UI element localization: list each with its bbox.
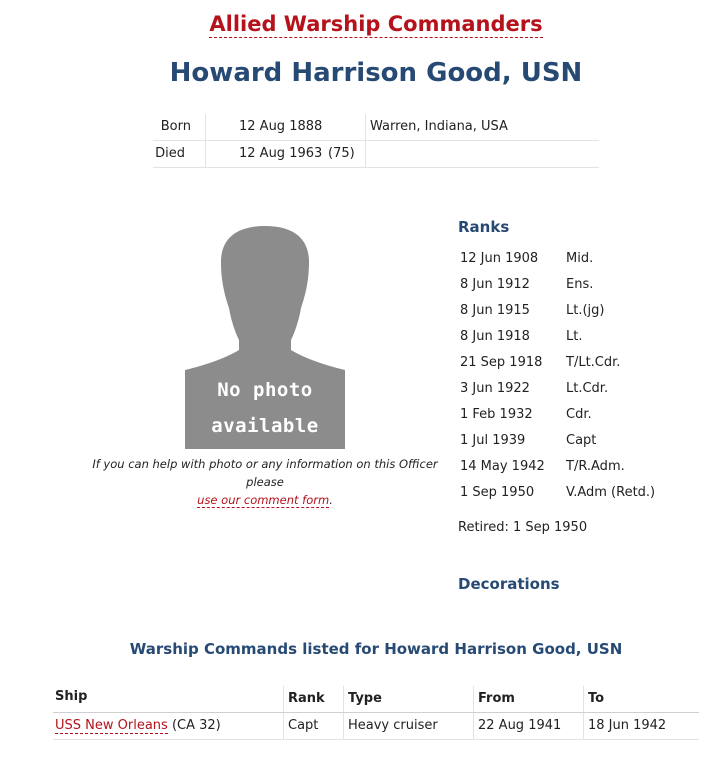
rank-title: Lt. xyxy=(566,329,583,344)
rank-title: T/R.Adm. xyxy=(566,459,625,474)
site-title-link[interactable]: Allied Warship Commanders xyxy=(209,12,543,36)
rank-title: Capt xyxy=(566,433,597,448)
col-rank: Rank xyxy=(283,686,344,712)
no-photo-placeholder xyxy=(185,224,345,449)
divider xyxy=(205,114,206,140)
died-row xyxy=(153,141,599,168)
retired-date: Retired: 1 Sep 1950 xyxy=(458,520,588,535)
rank-date: 1 Feb 1932 xyxy=(460,407,533,422)
rank-date: 8 Jun 1915 xyxy=(460,303,530,318)
rank-cell: Capt xyxy=(283,713,344,739)
table-row xyxy=(53,713,699,740)
rank-date: 1 Sep 1950 xyxy=(460,485,535,500)
divider xyxy=(365,114,366,140)
rank-date: 12 Jun 1908 xyxy=(460,251,539,266)
no-photo-line1: No photo xyxy=(217,379,313,401)
col-type: Type xyxy=(343,686,474,712)
commands-heading: Warship Commands listed for Howard Harrison Good, USN xyxy=(129,640,623,658)
died-age: (75) xyxy=(328,146,355,161)
no-photo-line2: available xyxy=(211,415,319,437)
photo-help-text: If you can help with photo or any information on this Officer please xyxy=(92,457,438,489)
photo-help-note xyxy=(80,455,450,509)
rank-date: 3 Jun 1922 xyxy=(460,381,530,396)
decorations-heading: Decorations xyxy=(458,575,560,593)
rank-date: 14 May 1942 xyxy=(460,459,545,474)
born-row xyxy=(153,114,599,141)
type-cell: Heavy cruiser xyxy=(343,713,474,739)
ship-cell xyxy=(53,713,285,739)
table-header-row xyxy=(53,686,699,713)
rank-date: 21 Sep 1918 xyxy=(460,355,543,370)
photo-help-period: . xyxy=(329,493,333,507)
born-date: 12 Aug 1888 xyxy=(239,119,323,134)
rank-title: Mid. xyxy=(566,251,594,266)
rank-title: Ens. xyxy=(566,277,594,292)
col-to: To xyxy=(583,686,700,712)
comment-form-link[interactable]: use our comment form xyxy=(197,493,330,507)
col-ship: Ship xyxy=(55,689,88,704)
commands-table xyxy=(53,686,699,740)
died-label: Died xyxy=(155,146,185,161)
divider xyxy=(205,141,206,167)
rank-title: T/Lt.Cdr. xyxy=(566,355,621,370)
rank-title: V.Adm (Retd.) xyxy=(566,485,656,500)
rank-title: Lt.Cdr. xyxy=(566,381,609,396)
ranks-heading: Ranks xyxy=(458,218,510,236)
divider xyxy=(365,141,366,167)
born-label: Born xyxy=(160,119,191,134)
rank-date: 8 Jun 1918 xyxy=(460,329,530,344)
ship-link[interactable]: USS New Orleans xyxy=(55,718,168,733)
rank-date: 8 Jun 1912 xyxy=(460,277,530,292)
from-cell: 22 Aug 1941 xyxy=(473,713,584,739)
born-place: Warren, Indiana, USA xyxy=(370,119,508,134)
rank-title: Lt.(jg) xyxy=(566,303,605,318)
rank-date: 1 Jul 1939 xyxy=(460,433,526,448)
site-header xyxy=(0,12,720,36)
col-from: From xyxy=(473,686,584,712)
officer-name: Howard Harrison Good, USN xyxy=(169,58,583,88)
life-events-table xyxy=(153,114,599,168)
ship-pennant: (CA 32) xyxy=(171,718,221,733)
rank-title: Cdr. xyxy=(566,407,592,422)
to-cell: 18 Jun 1942 xyxy=(583,713,700,739)
died-date: 12 Aug 1963 xyxy=(239,146,323,161)
